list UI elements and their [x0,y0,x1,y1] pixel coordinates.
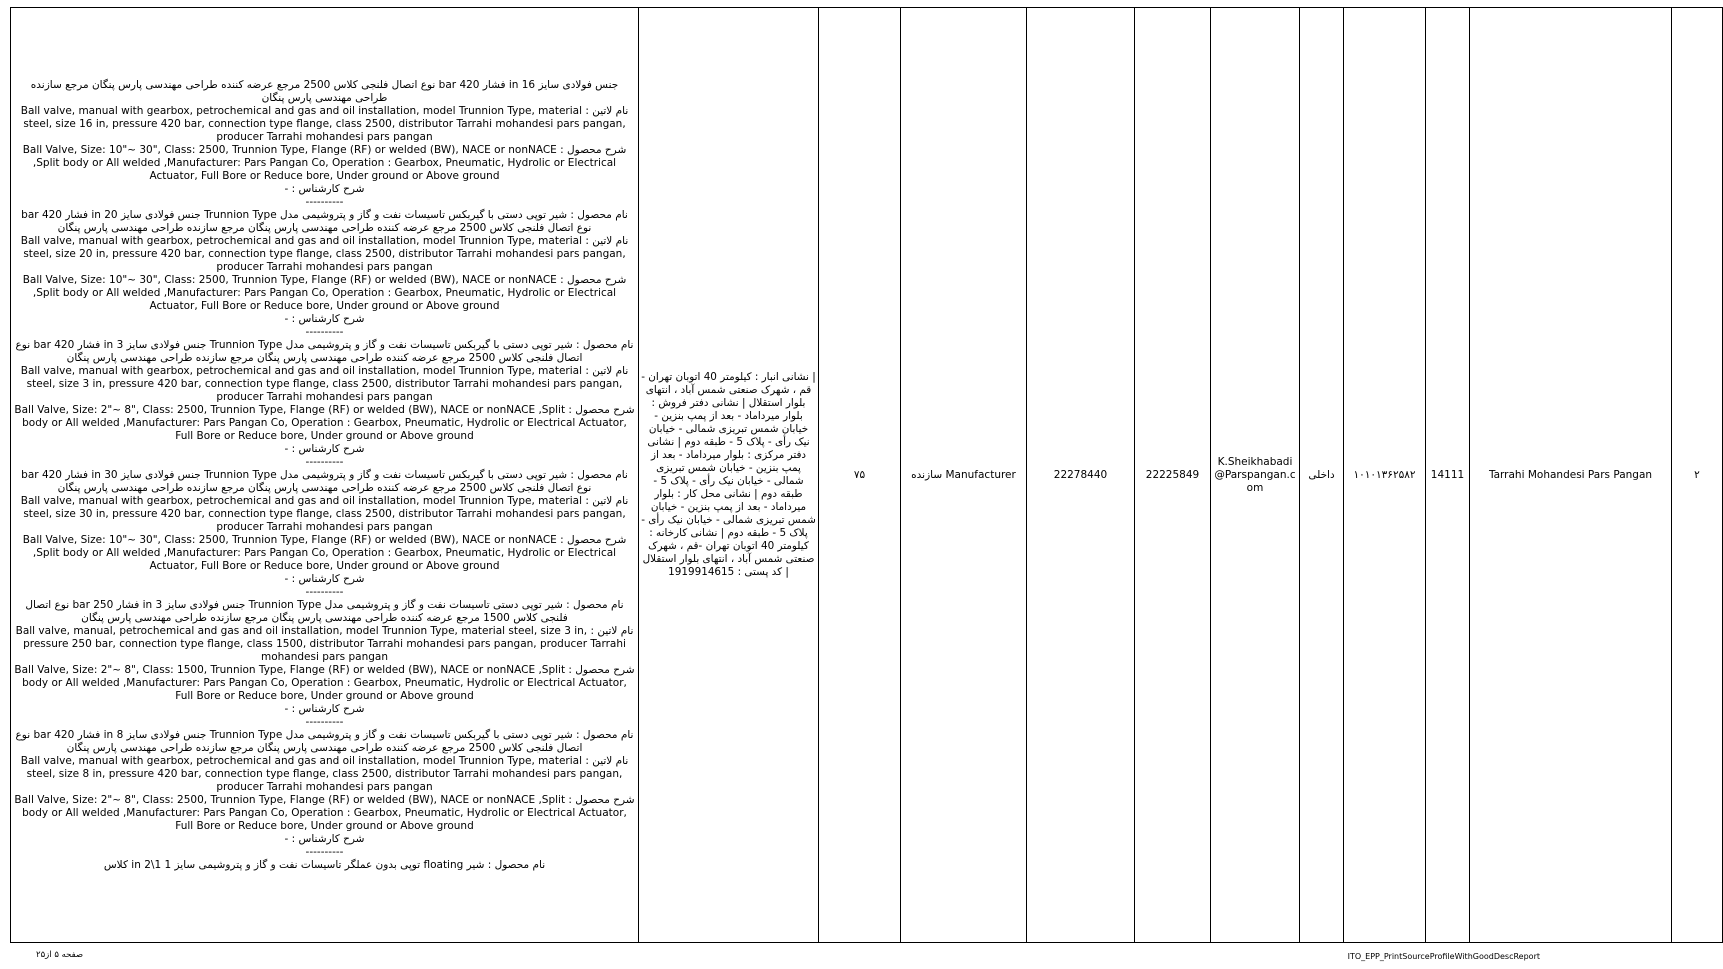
product-block [13,209,636,339]
product-block [13,339,636,469]
company-name-cell: Tarrahi Mohandesi Pars Pangan [1470,8,1672,943]
product-description: شرح محصول : Ball Valve, Size: 10"~ 30", Class: 2500, Trunnion Type, Flange (RF) or welded (BW), NACE or nonNACE ,Split body or All welded ,Manufacturer: Pars Pangan Co, Operation : Gearbox, Pneumatic, Hydrolic or Electrical Actuator, Full Bore or Reduce bore, Under ground or Above ground [22,533,627,572]
separator: ---------- [305,715,344,728]
product-block [13,729,636,859]
product-name-fa-truncated: نام محصول : شیر floating توپی بدون عملگر تاسیسات نفت و گاز و پتروشیمی سایز 1 1\2 in کلاس [103,858,546,871]
report-name: ITO_EPP_PrintSourceProfileWithGoodDescReport [1347,952,1540,961]
separator: ---------- [305,195,344,208]
report-table [10,7,1723,943]
code-cell: 14111 [1426,8,1470,943]
address-text: | نشانی انبار : کیلومتر 40 اتوبان تهران - قم ، شهرک صنعتی شمس آباد ، انتهای بلوار استقلال | نشانی دفتر فروش : بلوار میرداماد - بعد از پمپ بنزین - خیابان شمس تبریزی شمالی - خیابان نیک رأی - پلاک 5 - طبقه دوم | نشانی دفتر مرکزی : بلوار میرداماد - بعد از پمپ بنزین - خیابان شمس تبریزی شمالی - خیابان نیک رأی - پلاک 5 - طبقه دوم | نشانی محل کار : بلوار میرداماد - بعد از پمپ بنزین - خیابان شمس تبریزی شمالی - خیابان نیک رأی - پلاک 5 - طبقه دوم | نشانی کارخانه : کیلومتر 40 اتوبان تهران -قم ، شهرک صنعتی شمس آباد ، انتهای بلوار استقلال | کد پستی : 1919914615 [641,371,816,578]
product-description: شرح محصول : Ball Valve, Size: 2"~ 8", Class: 2500, Trunnion Type, Flange (RF) or welded (BW), NACE or nonNACE ,Split body or All welded ,Manufacturer: Pars Pangan Co, Operation : Gearbox, Pneumatic, Hydrolic or Electrical Actuator, Full Bore or Reduce bore, Under ground or Above ground [14,403,635,442]
role-cell: سازنده Manufacturer [901,8,1027,943]
expert-note: شرح کارشناس : - [284,702,365,715]
product-name-latin: نام لاتین : Ball valve, manual with gearbox, petrochemical and gas and oil installation, model Trunnion Type, material steel, size 20 in, pressure 420 bar, connection type flange, class 2500, distributor Tarrahi mohandesi pars pangan, producer Tarrahi mohandesi pars pangan [20,234,629,273]
row-number-cell: ۲ [1672,8,1723,943]
product-name-fa: نام محصول : شیر توپی دستی با گیربکس تاسیسات نفت و گاز و پتروشیمی مدل Trunnion Type جنس فولادی سایز 3 in فشار 420 bar نوع اتصال فلنجی کلاس 2500 مرجع عرضه کننده طراحی مهندسی پارس پنگان مرجع سازنده طراحی مهندسی پارس پنگان [15,338,634,364]
product-name-fa: نام محصول : شیر توپی دستی با گیربکس تاسیسات نفت و گاز و پتروشیمی مدل Trunnion Type جنس فولادی سایز 20 in فشار 420 bar نوع اتصال فلنجی کلاس 2500 مرجع عرضه کننده طراحی مهندسی پارس پنگان مرجع سازنده طراحی مهندسی پارس پنگان [21,208,628,234]
product-name-latin: نام لاتین : Ball valve, manual with gearbox, petrochemical and gas and oil installation, model Trunnion Type, material steel, size 16 in, pressure 420 bar, connection type flange, class 2500, distributor Tarrahi mohandesi pars pangan, producer Tarrahi mohandesi pars pangan [20,104,629,143]
expert-note: شرح کارشناس : - [284,572,365,585]
email-link[interactable]: K.Sheikhabadi@Parspangan.com [1214,455,1296,494]
product-name-latin: نام لاتین : Ball valve, manual with gearbox, petrochemical and gas and oil installation, model Trunnion Type, material steel, size 3 in, pressure 420 bar, connection type flange, class 2500, distributor Tarrahi mohandesi pars pangan, producer Tarrahi mohandesi pars pangan [20,364,629,403]
products-list [13,79,636,872]
product-name-fa: نام محصول : شیر توپی دستی تاسیسات نفت و گاز و پتروشیمی مدل Trunnion Type جنس فولادی سایز 3 in فشار 250 bar نوع اتصال فلنجی کلاس 1500 مرجع عرضه کننده طراحی مهندسی پارس پنگان مرجع سازنده طراحی مهندسی پارس پنگان [25,598,624,624]
products-description-cell [11,8,639,943]
product-name-latin: نام لاتین : Ball valve, manual with gearbox, petrochemical and gas and oil installation, model Trunnion Type, material steel, size 30 in, pressure 420 bar, connection type flange, class 2500, distributor Tarrahi mohandesi pars pangan, producer Tarrahi mohandesi pars pangan [20,494,629,533]
type-cell: داخلی [1300,8,1344,943]
separator: ---------- [305,585,344,598]
phone-cell: 22278440 [1027,8,1135,943]
separator: ---------- [305,325,344,338]
national-id-cell: ۱۰۱۰۱۳۶۲۵۸۲ [1344,8,1426,943]
address-cell [639,8,819,943]
product-name-fa: جنس فولادی سایز 16 in فشار 420 bar نوع اتصال فلنجی کلاس 2500 مرجع عرضه کننده طراحی مهندسی پارس پنگان مرجع سازنده طراحی مهندسی پارس پنگان [30,78,619,104]
product-name-latin: نام لاتین : Ball valve, manual, petrochemical and gas and oil installation, model Trunnion Type, material steel, size 3 in, pressure 250 bar, connection type flange, class 1500, distributor Tarrahi mohandesi pars pangan, producer Tarrahi mohandesi pars pangan [15,624,634,663]
product-description: شرح محصول : Ball Valve, Size: 2"~ 8", Class: 1500, Trunnion Type, Flange (RF) or welded (BW), NACE or nonNACE ,Split body or All welded ,Manufacturer: Pars Pangan Co, Operation : Gearbox, Pneumatic, Hydrolic or Electrical Actuator, Full Bore or Reduce bore, Under ground or Above ground [14,663,635,702]
expert-note: شرح کارشناس : - [284,182,365,195]
expert-note: شرح کارشناس : - [284,832,365,845]
table-row [11,8,1723,943]
product-block [13,469,636,599]
product-description: شرح محصول : Ball Valve, Size: 10"~ 30", Class: 2500, Trunnion Type, Flange (RF) or welded (BW), NACE or nonNACE ,Split body or All welded ,Manufacturer: Pars Pangan Co, Operation : Gearbox, Pneumatic, Hydrolic or Electrical Actuator, Full Bore or Reduce bore, Under ground or Above ground [22,143,627,182]
score-cell: ۷۵ [819,8,901,943]
page-number: صفحه ۵ از۲۵ [36,950,84,960]
product-name-fa: نام محصول : شیر توپی دستی با گیربکس تاسیسات نفت و گاز و پتروشیمی مدل Trunnion Type جنس فولادی سایز 30 in فشار 420 bar نوع اتصال فلنجی کلاس 2500 مرجع عرضه کننده طراحی مهندسی پارس پنگان مرجع سازنده طراحی مهندسی پارس پنگان [21,468,628,494]
product-name-latin: نام لاتین : Ball valve, manual with gearbox, petrochemical and gas and oil installation, model Trunnion Type, material steel, size 8 in, pressure 420 bar, connection type flange, class 2500, distributor Tarrahi mohandesi pars pangan, producer Tarrahi mohandesi pars pangan [20,754,629,793]
product-description: شرح محصول : Ball Valve, Size: 10"~ 30", Class: 2500, Trunnion Type, Flange (RF) or welded (BW), NACE or nonNACE ,Split body or All welded ,Manufacturer: Pars Pangan Co, Operation : Gearbox, Pneumatic, Hydrolic or Electrical Actuator, Full Bore or Reduce bore, Under ground or Above ground [22,273,627,312]
product-block [13,599,636,729]
product-block [13,79,636,209]
expert-note: شرح کارشناس : - [284,312,365,325]
product-description: شرح محصول : Ball Valve, Size: 2"~ 8", Class: 2500, Trunnion Type, Flange (RF) or welded (BW), NACE or nonNACE ,Split body or All welded ,Manufacturer: Pars Pangan Co, Operation : Gearbox, Pneumatic, Hydrolic or Electrical Actuator, Full Bore or Reduce bore, Under ground or Above ground [14,793,635,832]
separator: ---------- [305,455,344,468]
email-cell[interactable] [1211,8,1300,943]
expert-note: شرح کارشناس : - [284,442,365,455]
separator: ---------- [305,845,344,858]
product-name-fa: نام محصول : شیر توپی دستی با گیربکس تاسیسات نفت و گاز و پتروشیمی مدل Trunnion Type جنس فولادی سایز 8 in فشار 420 bar نوع اتصال فلنجی کلاس 2500 مرجع عرضه کننده طراحی مهندسی پارس پنگان مرجع سازنده طراحی مهندسی پارس پنگان [15,728,634,754]
fax-cell: 22225849 [1135,8,1211,943]
